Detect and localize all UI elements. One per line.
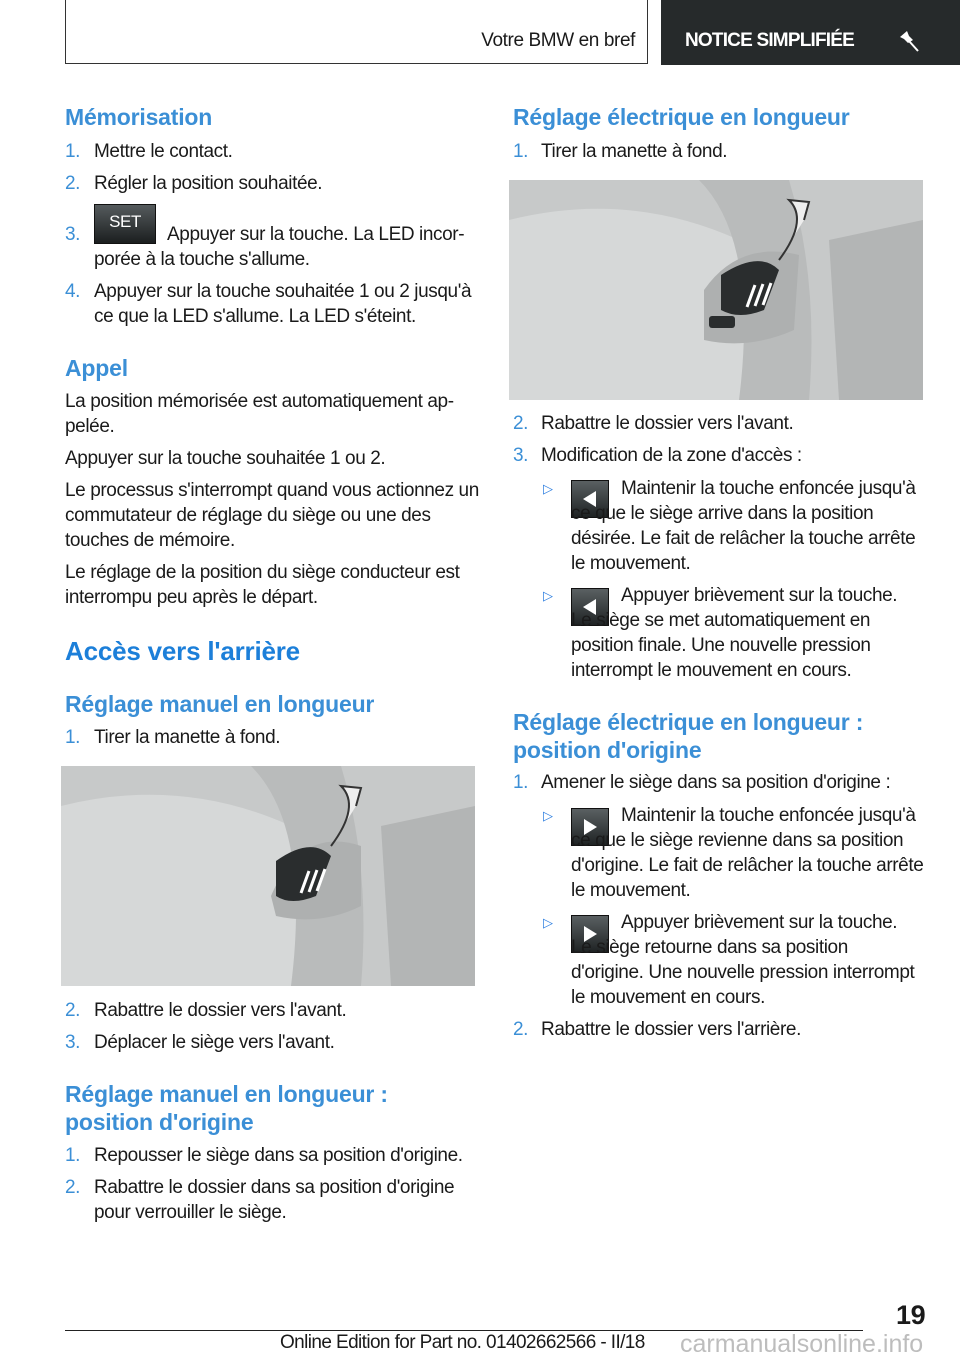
heading-electrique-origine: Réglage électrique en longueur : position d'origine (513, 709, 864, 763)
step-number: 1. (65, 1145, 81, 1166)
page-number: 19 (896, 1300, 926, 1330)
step-text: Rabattre le dossier vers l'avant. (94, 1000, 347, 1021)
step-text: Rabattre le dossier dans sa position d'origine pour verrouiller le siège. (94, 1177, 455, 1223)
heading-reglage-electrique: Réglage électrique en longueur (513, 104, 850, 130)
step-number: 2. (65, 1000, 81, 1021)
set-button-icon: SET (94, 204, 156, 244)
bullet-triangle-icon: ▷ (543, 481, 553, 496)
step-text: Régler la position souhaitée. (94, 173, 323, 194)
header-section-title: Votre BMW en bref (481, 30, 635, 51)
step-text: Amener le siège dans sa position d'origine : (541, 772, 891, 793)
step-number: 2. (65, 1177, 81, 1198)
step-text: Mettre le contact. (94, 141, 233, 162)
header-tab-label: NOTICE SIMPLIFIÉE (685, 30, 855, 51)
step-text: Tirer la manette à fond. (94, 727, 281, 748)
step-number: 1. (513, 772, 529, 793)
bullet-text: Maintenir la touche enfoncée jusqu'à ce que le siège revienne dans sa position d'origine. Le fait de relâcher la touche arrête le mouvement. (571, 805, 924, 901)
step-number: 3. (513, 445, 529, 466)
step-number: 1. (513, 141, 529, 162)
heading-manuel-origine: Réglage manuel en longueur : position d'origine (65, 1081, 388, 1135)
heading-reglage-manuel: Réglage manuel en longueur (65, 691, 375, 717)
step-number: 2. (513, 413, 529, 434)
step-number: 3. (65, 1032, 81, 1053)
step-number: 1. (65, 141, 81, 162)
footer-edition: Online Edition for Part no. 01402662566 - II/18 (280, 1332, 645, 1353)
paragraph: La position mémorisée est automatiquement appelée. (65, 391, 455, 437)
step-number: 1. (65, 727, 81, 748)
step-text: Rabattre le dossier vers l'avant. (541, 413, 794, 434)
step-text: Appuyer sur la touche souhaitée 1 ou 2 jusqu'à ce que la LED s'allume. La LED s'éteint. (94, 281, 472, 327)
pin-icon (897, 29, 921, 53)
paragraph: Le réglage de la position du siège conducteur est interrompu peu après le départ. (65, 562, 460, 608)
bullet-triangle-icon: ▷ (543, 915, 553, 930)
bullet-triangle-icon: ▷ (543, 588, 553, 603)
paragraph: Le processus s'interrompt quand vous actionnez un commutateur de réglage du siège ou une des touches de mémoire. (65, 480, 479, 551)
step-number: 2. (513, 1019, 529, 1040)
step-number: 2. (65, 173, 81, 194)
heading-memorisation: Mémorisation (65, 104, 213, 130)
bullet-triangle-icon: ▷ (543, 808, 553, 823)
heading-acces-arriere: Accès vers l'arrière (65, 636, 300, 666)
bullet-text: Maintenir la touche enfoncée jusqu'à ce que le siège arrive dans la position désirée. Le fait de relâcher la touche arrête le mouvement. (571, 478, 916, 574)
step-text: Appuyer sur la touche. La LED incorporée à la touche s'allume. (94, 224, 465, 270)
seat-lever-image (61, 766, 475, 986)
bullet-text: Appuyer brièvement sur la touche. Le siège retourne dans sa position d'origine. Une nouvelle pression interrompt le mouvement en cours. (571, 912, 915, 1008)
bullet-text: Appuyer brièvement sur la touche. Le siège se met automatiquement en position finale. Une nouvelle pression interrompt le mouvement en cours. (571, 585, 898, 681)
watermark: carmanualsonline.info (680, 1330, 924, 1358)
seat-lever-image (509, 180, 923, 400)
step-text: Tirer la manette à fond. (541, 141, 728, 162)
step-number: 3. (65, 224, 81, 245)
header-tab[interactable] (661, 0, 960, 65)
step-text: Repousser le siège dans sa position d'origine. (94, 1145, 463, 1166)
paragraph: Appuyer sur la touche souhaitée 1 ou 2. (65, 448, 386, 469)
step-text: Rabattre le dossier vers l'arrière. (541, 1019, 801, 1040)
step-text: Déplacer le siège vers l'avant. (94, 1032, 335, 1053)
heading-appel: Appel (65, 355, 128, 381)
step-number: 4. (65, 281, 81, 302)
step-text: Modification de la zone d'accès : (541, 445, 802, 466)
